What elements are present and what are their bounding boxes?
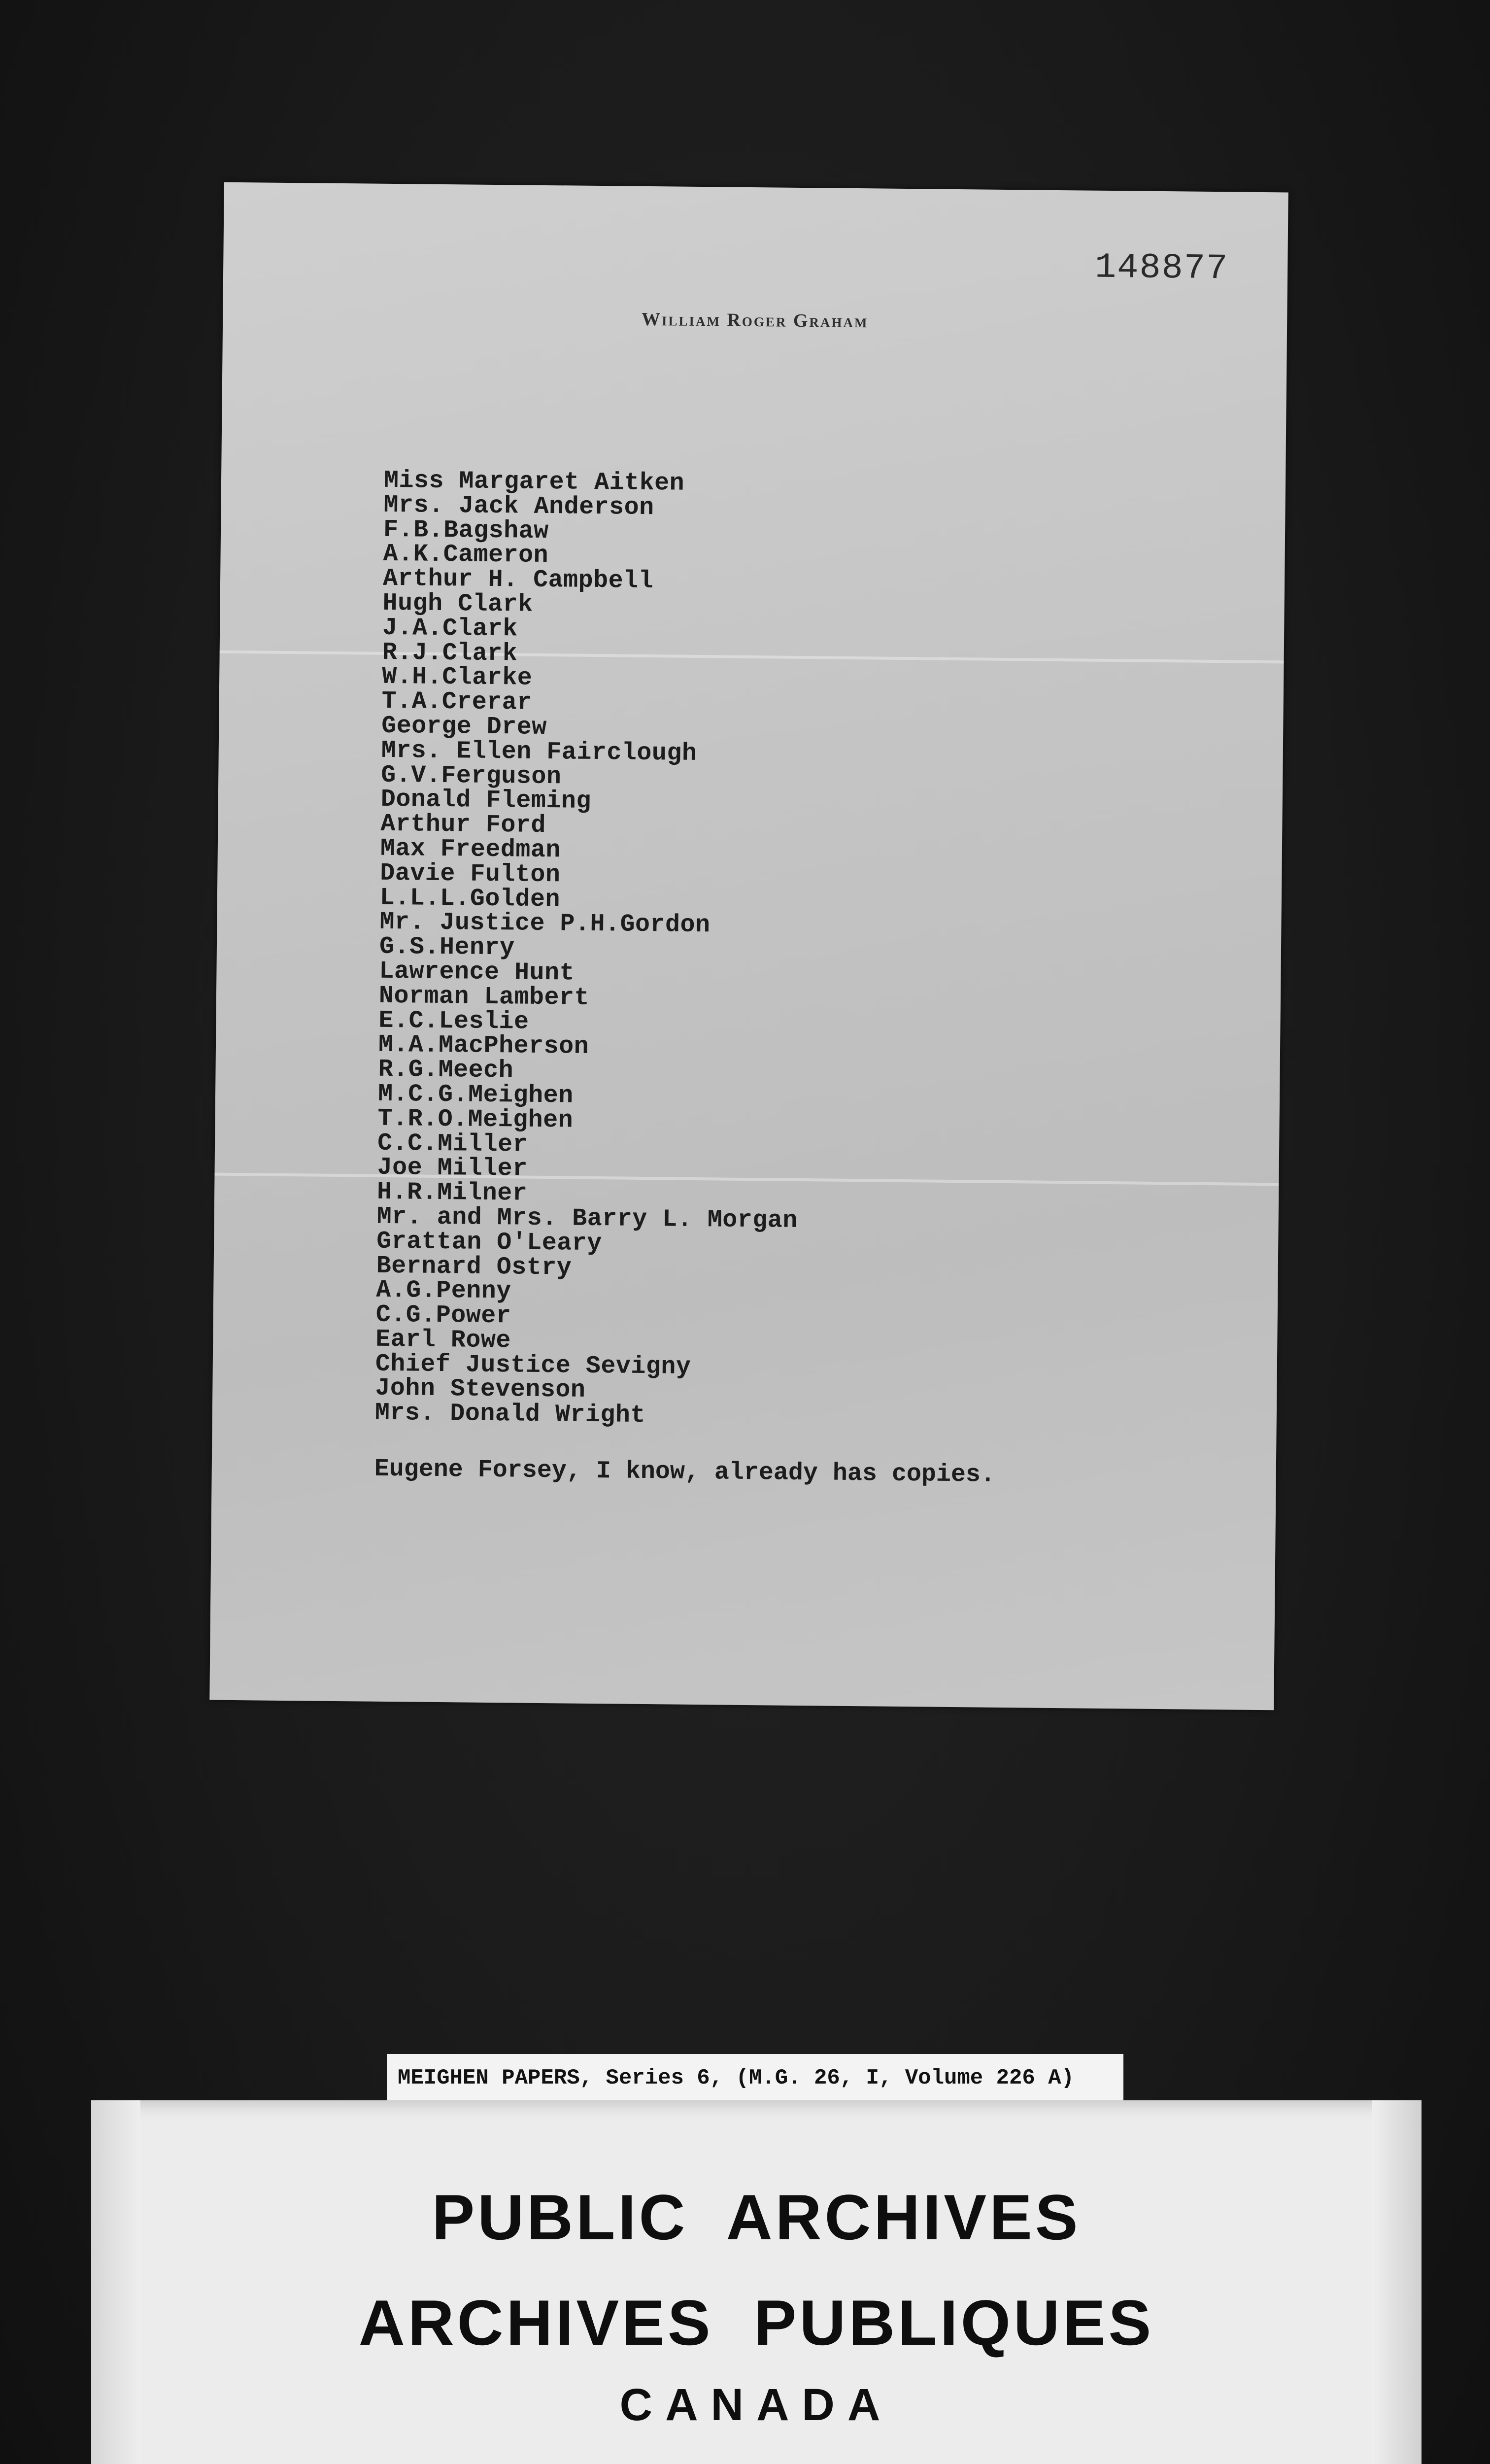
recipient-name: Arthur H. Campbell <box>382 565 654 596</box>
recipient-name: W.H.Clarke <box>381 663 533 693</box>
recipient-name: Davie Fulton <box>380 859 561 890</box>
recipient-name: Mr. and Mrs. Barry L. Morgan <box>376 1202 798 1235</box>
recipient-name: George Drew <box>381 712 547 742</box>
recipient-name: Earl Rowe <box>375 1325 511 1355</box>
recipient-name: C.G.Power <box>375 1300 511 1331</box>
recipient-name: Grattan O'Leary <box>376 1227 603 1258</box>
recipient-name: Bernard Ostry <box>376 1252 572 1282</box>
recipient-name: Mrs. Jack Anderson <box>383 491 654 522</box>
recipient-name: A.K.Cameron <box>383 540 549 570</box>
archives-title-english: PUBLIC ARCHIVES <box>432 2181 1081 2253</box>
recipient-name: J.A.Clark <box>382 614 518 644</box>
recipient-name: T.A.Crerar <box>381 687 533 717</box>
archives-card <box>91 2100 1422 2464</box>
recipient-name: M.A.MacPherson <box>378 1031 589 1061</box>
recipient-name: Arthur Ford <box>380 810 546 840</box>
recipient-name: Chief Justice Sevigny <box>375 1350 691 1381</box>
recipient-name: Joe Miller <box>377 1154 528 1184</box>
document-number: 148877 <box>1094 247 1229 289</box>
recipient-name: Donald Fleming <box>380 786 592 816</box>
recipient-name: T.R.O.Meighen <box>377 1104 574 1135</box>
recipient-name: A.G.Penny <box>375 1276 512 1306</box>
recipient-name: M.C.G.Meighen <box>377 1080 574 1110</box>
recipient-name: G.S.Henry <box>379 932 515 962</box>
recipient-name: Norman Lambert <box>378 982 590 1012</box>
recipient-name: H.R.Milner <box>376 1178 528 1208</box>
recipient-name: Mrs. Ellen Fairclough <box>381 736 697 768</box>
recipient-list <box>374 466 805 1430</box>
recipient-name: John Stevenson <box>375 1374 586 1405</box>
recipient-name: Miss Margaret Aitken <box>383 466 685 498</box>
recipient-name: E.C.Leslie <box>378 1006 529 1036</box>
archives-title-french: ARCHIVES PUBLIQUES <box>358 2287 1154 2359</box>
recipient-name: Mrs. Donald Wright <box>374 1399 646 1430</box>
letterhead: William Roger Graham <box>641 308 869 332</box>
recipient-name: F.B.Bagshaw <box>383 515 549 546</box>
recipient-name: R.G.Meech <box>378 1055 514 1085</box>
recipient-name: Mr. Justice P.H.Gordon <box>379 908 711 940</box>
document-page <box>209 182 1288 1711</box>
archives-country: CANADA <box>619 2380 893 2430</box>
reference-label: MEIGHEN PAPERS, Series 6, (M.G. 26, I, Volume 226 A) <box>387 2054 1123 2102</box>
recipient-name: R.J.Clark <box>382 638 518 668</box>
recipient-name: Lawrence Hunt <box>379 957 575 988</box>
recipient-name: C.C.Miller <box>377 1129 528 1159</box>
closing-note: Eugene Forsey, I know, already has copies. <box>374 1455 996 1489</box>
recipient-name: G.V.Ferguson <box>381 761 562 791</box>
recipient-name: Hugh Clark <box>382 589 533 619</box>
recipient-name: L.L.L.Golden <box>379 884 561 914</box>
recipient-name: Max Freedman <box>380 834 561 865</box>
